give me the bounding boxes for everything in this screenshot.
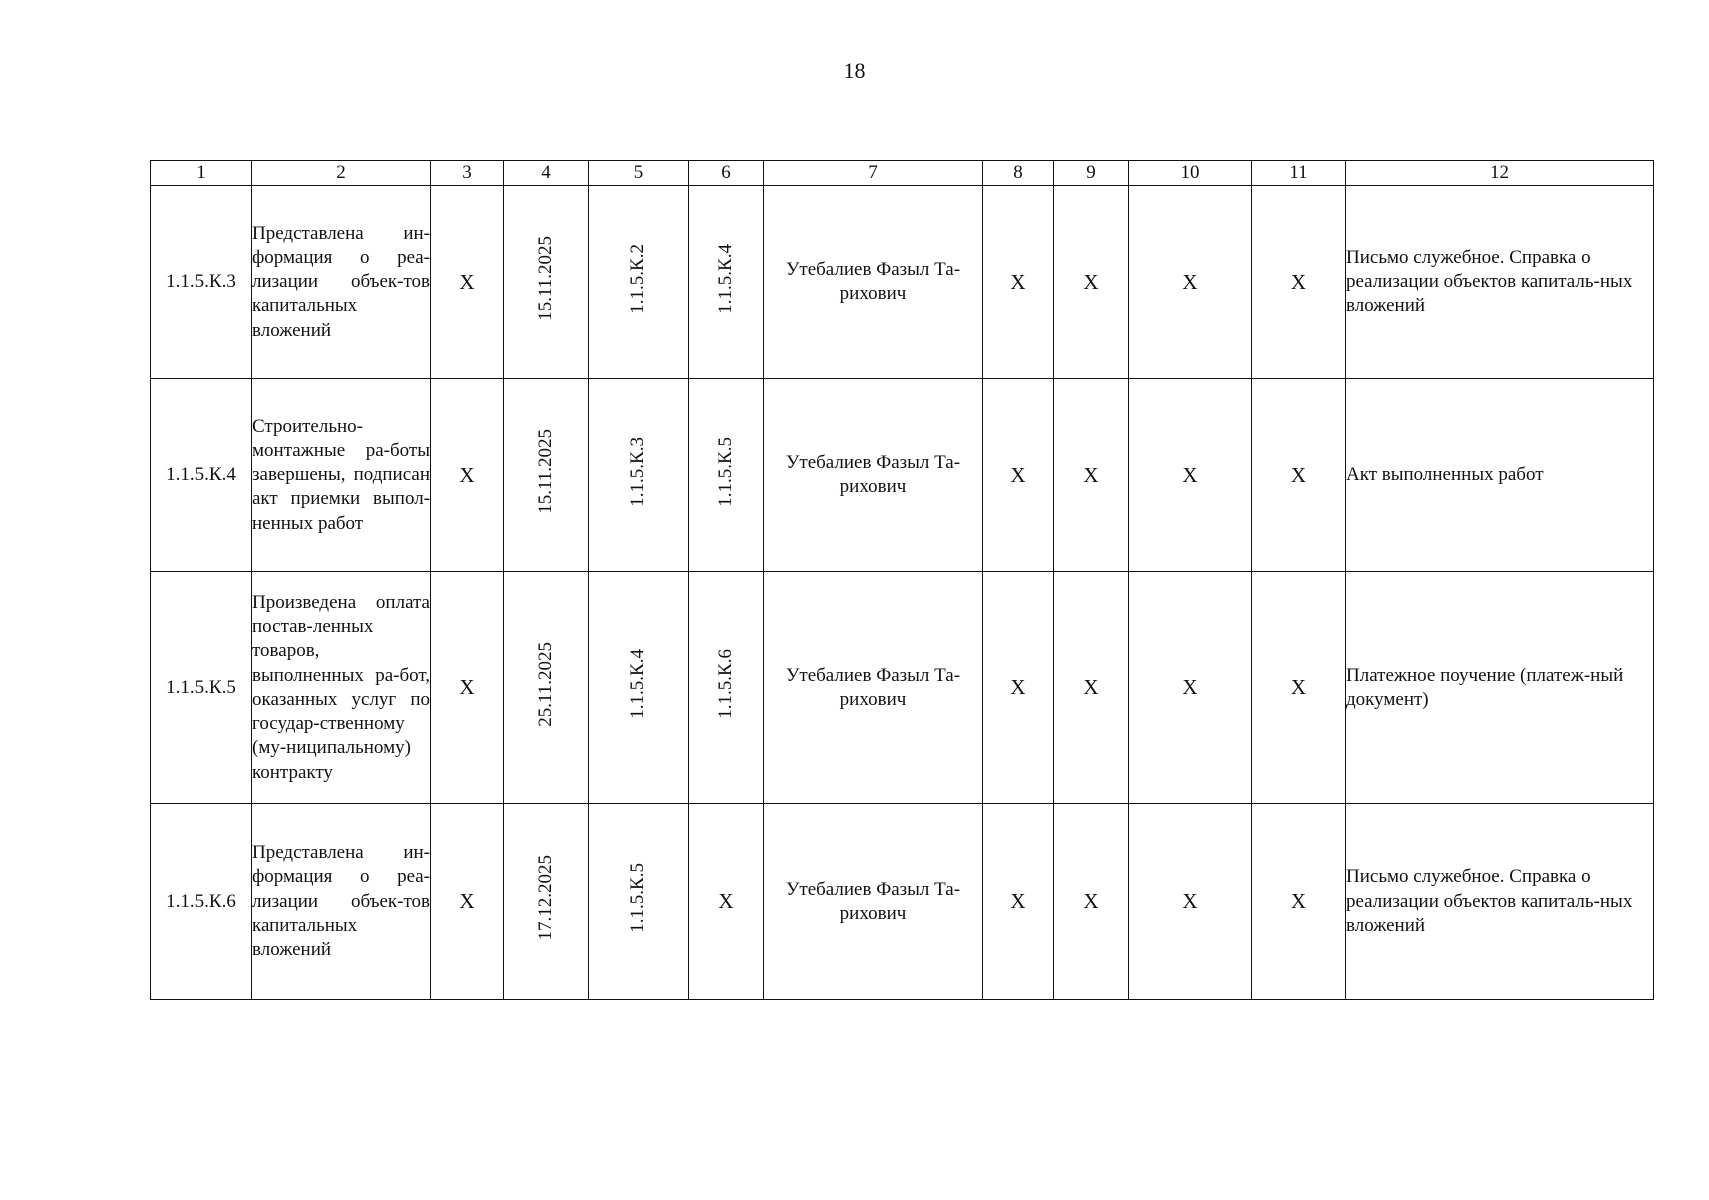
column-header-2: 2 [252, 161, 431, 186]
next-point-cell [689, 186, 764, 379]
control-points-table [150, 160, 1654, 1000]
cell-col8: X [983, 572, 1054, 804]
confirming-document: Акт выполненных работ [1346, 379, 1654, 572]
cell-col3: X [431, 186, 504, 379]
cell-col10: X [1129, 572, 1252, 804]
cell-col10: X [1129, 804, 1252, 1000]
column-header-5: 5 [589, 161, 689, 186]
cell-col3: X [431, 804, 504, 1000]
column-header-1: 1 [151, 161, 252, 186]
column-header-3: 3 [431, 161, 504, 186]
completion-date: 15.11.2025 [534, 429, 556, 515]
confirming-document: Платежное поучение (платеж-ный документ) [1346, 572, 1654, 804]
cell-col8: X [983, 186, 1054, 379]
cell-col10: X [1129, 379, 1252, 572]
cell-col11: X [1252, 379, 1346, 572]
previous-point: 1.1.5.К.3 [627, 436, 649, 507]
previous-point: 1.1.5.К.4 [627, 649, 649, 719]
event-description: Строительно-монтажные ра-боты завершены, подписан акт приемки выпол-ненных работ [252, 379, 431, 572]
cell-col8: X [983, 804, 1054, 1000]
column-header-9: 9 [1054, 161, 1129, 186]
completion-date: 25.11.2025 [534, 641, 556, 727]
previous-point: 1.1.5.К.2 [627, 243, 649, 314]
page-number: 18 [843, 58, 866, 83]
table-header-row [151, 161, 1654, 186]
column-header-6: 6 [689, 161, 764, 186]
responsible-person: Утебалиев Фазыл Та-рихович [764, 379, 983, 572]
cell-col3: X [431, 572, 504, 804]
completion-date-cell [504, 804, 589, 1000]
cell-col9: X [1054, 186, 1129, 379]
next-point-cell [689, 379, 764, 572]
column-header-4: 4 [504, 161, 589, 186]
cell-col9: X [1054, 379, 1129, 572]
next-point: 1.1.5.К.6 [714, 649, 736, 719]
cell-col11: X [1252, 186, 1346, 379]
table-row [151, 572, 1654, 804]
next-point: 1.1.5.К.5 [714, 436, 736, 507]
table-row [151, 186, 1654, 379]
responsible-person: Утебалиев Фазыл Та-рихович [764, 572, 983, 804]
cell-col9: X [1054, 572, 1129, 804]
table-row [151, 379, 1654, 572]
control-point-code: 1.1.5.К.4 [151, 379, 252, 572]
control-point-code: 1.1.5.К.6 [151, 804, 252, 1000]
next-point-cell [689, 572, 764, 804]
event-description: Представлена ин-формация о реа-лизации объек-тов капитальных вложений [252, 186, 431, 379]
cell-col10: X [1129, 186, 1252, 379]
responsible-person: Утебалиев Фазыл Та-рихович [764, 804, 983, 1000]
previous-point-cell [589, 804, 689, 1000]
event-description: Представлена ин-формация о реа-лизации объек-тов капитальных вложений [252, 804, 431, 1000]
previous-point: 1.1.5.К.5 [627, 863, 649, 933]
column-header-7: 7 [764, 161, 983, 186]
event-description: Произведена оплата постав-ленных товаров, выполненных ра-бот, оказанных услуг по государ-ственному (му-ниципальному) контракту [252, 572, 431, 804]
completion-date-cell [504, 186, 589, 379]
previous-point-cell [589, 186, 689, 379]
column-header-11: 11 [1252, 161, 1346, 186]
confirming-document: Письмо служебное. Справка о реализации объектов капиталь-ных вложений [1346, 186, 1654, 379]
cell-col3: X [431, 379, 504, 572]
completion-date-cell [504, 572, 589, 804]
cell-col9: X [1054, 804, 1129, 1000]
cell-col11: X [1252, 804, 1346, 1000]
next-point: 1.1.5.К.4 [714, 243, 736, 314]
previous-point-cell [589, 379, 689, 572]
column-header-12: 12 [1346, 161, 1654, 186]
completion-date: 17.12.2025 [534, 855, 556, 941]
control-point-code: 1.1.5.К.3 [151, 186, 252, 379]
column-header-10: 10 [1129, 161, 1252, 186]
responsible-person: Утебалиев Фазыл Та-рихович [764, 186, 983, 379]
control-point-code: 1.1.5.К.5 [151, 572, 252, 804]
cell-col8: X [983, 379, 1054, 572]
completion-date: 15.11.2025 [534, 236, 556, 322]
previous-point-cell [589, 572, 689, 804]
confirming-document: Письмо служебное. Справка о реализации объектов капиталь-ных вложений [1346, 804, 1654, 1000]
completion-date-cell [504, 379, 589, 572]
table-row [151, 804, 1654, 1000]
column-header-8: 8 [983, 161, 1054, 186]
next-point-cell: X [689, 804, 764, 1000]
cell-col11: X [1252, 572, 1346, 804]
